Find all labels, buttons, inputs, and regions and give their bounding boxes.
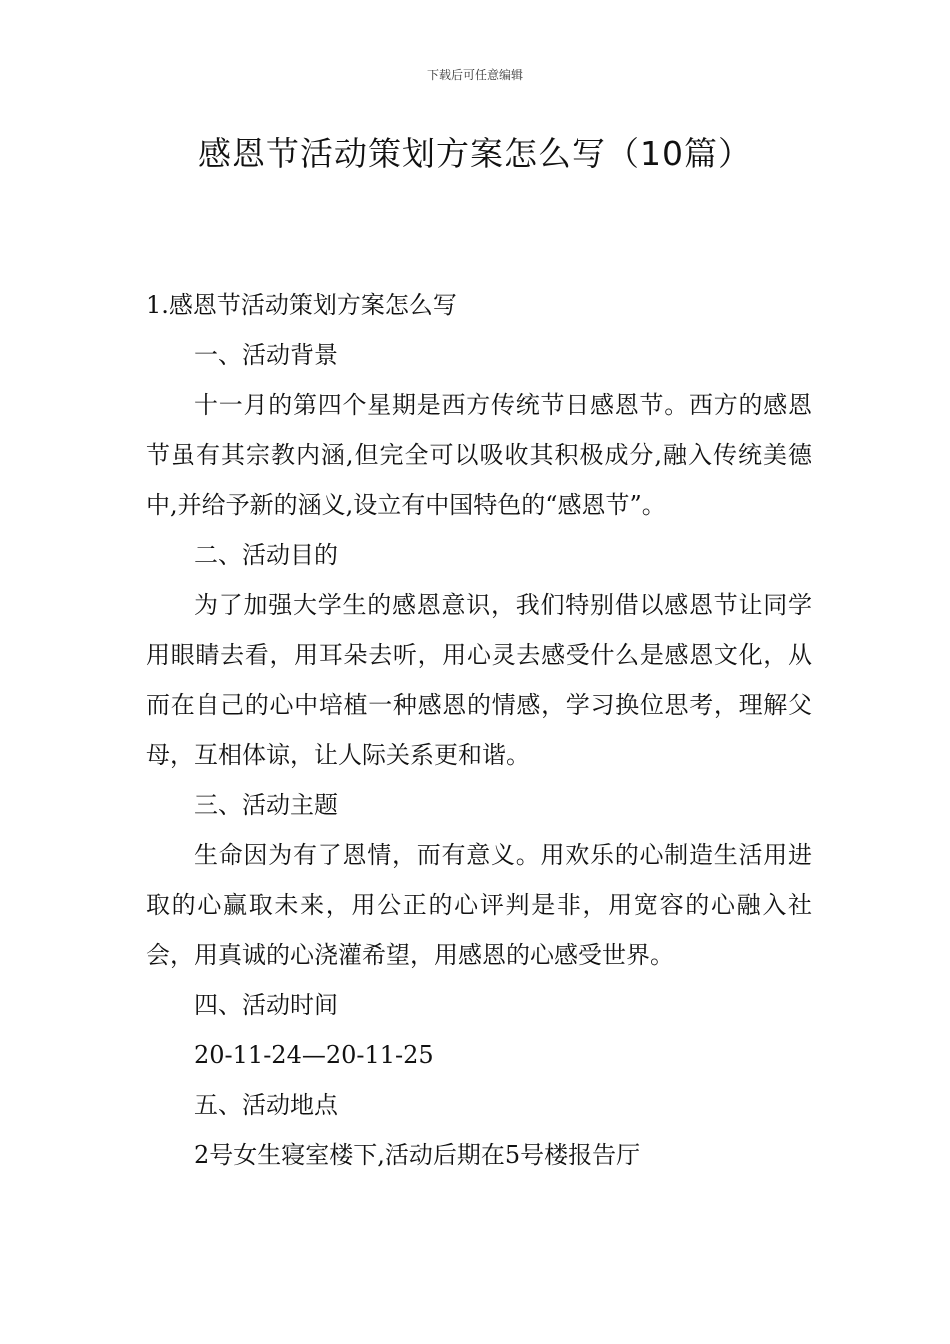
time-paragraph: 20-11-24—20-11-25 [194,1041,434,1069]
background-heading: 一、活动背景 [194,341,338,369]
document-title: 感恩节活动策划方案怎么写（10篇） [198,134,752,173]
section-heading: 1.感恩节活动策划方案怎么写 [146,291,457,319]
time-heading: 四、活动时间 [194,991,338,1019]
purpose-heading: 二、活动目的 [194,541,338,569]
purpose-paragraph: 为了加强大学生的感恩意识，我们特别借以感恩节让同学用眼睛去看，用耳朵去听，用心灵去感受什么是感恩文化，从而在自己的心中培植一种感恩的情感，学习换位思考，理解父母，互相体谅，让人际关系更和谐。 [146,591,812,769]
location-heading: 五、活动地点 [194,1091,338,1119]
theme-paragraph: 生命因为有了恩情，而有意义。用欢乐的心制造生活用进取的心赢取未来，用公正的心评判是非，用宽容的心融入社会，用真诚的心浇灌希望，用感恩的心感受世界。 [146,841,812,969]
location-paragraph: 2号女生寝室楼下,活动后期在5号楼报告厅 [194,1141,641,1169]
document-body [146,280,812,1180]
header-note: 下载后可任意编辑 [426,68,523,82]
background-paragraph: 十一月的第四个星期是西方传统节日感恩节。西方的感恩节虽有其宗教内涵,但完全可以吸收其积极成分,融入传统美德中,并给予新的涵义,设立有中国特色的“感恩节”。 [146,391,812,519]
theme-heading: 三、活动主题 [194,791,338,819]
